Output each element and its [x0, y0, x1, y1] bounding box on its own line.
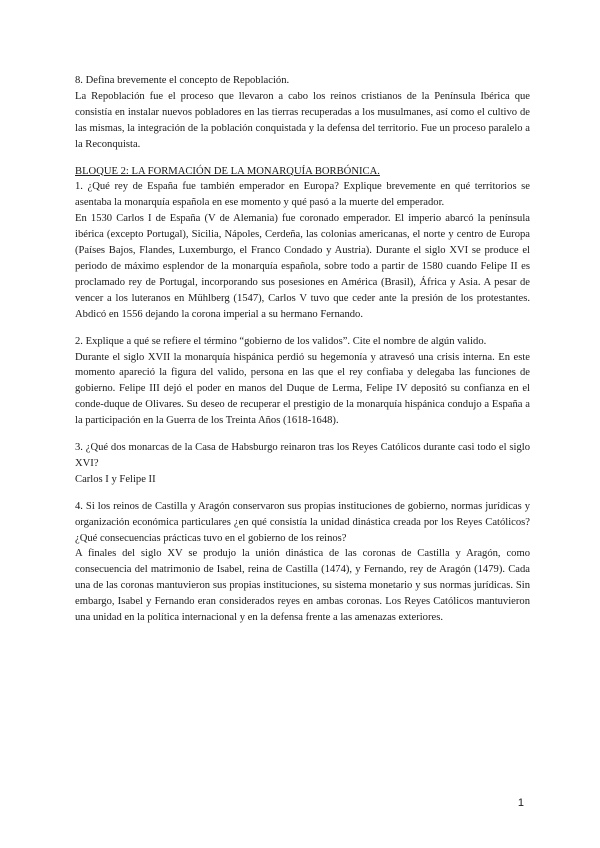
page-number: 1: [517, 797, 524, 809]
q4-question: 4. Si los reinos de Castilla y Aragón conservaron sus propias instituciones de gobierno, normas jurídicas y organización económica particulares ¿en qué consistía la unidad dinástica creada por los Reyes Católicos? ¿Qué consecuencias prácticas tuvo en el gobierno de los reinos?: [75, 500, 530, 544]
q8-answer: La Repoblación fue el proceso que llevaron a cabo los reinos cristianos de la Península Ibérica que consistía en instalar nuevos pobladores en las tierras recuperadas a los musulmanes, así como el cultivo de las mismas, la integración de la población conquistada y la defensa del territorio. Fue un proceso paralelo a la Reconquista.: [75, 90, 530, 150]
q3-question: 3. ¿Qué dos monarcas de la Casa de Habsburgo reinaron tras los Reyes Católicos durante casi todo el siglo XVI?: [75, 442, 530, 469]
bloque2-heading: BLOQUE 2: LA FORMACIÓN DE LA MONARQUÍA BORBÓNICA.: [75, 165, 380, 177]
page-content: [75, 73, 530, 626]
q1-question: 1. ¿Qué rey de España fue también emperador en Europa? Explique brevemente en qué territorios se asentaba la monarquía española en ese momento y qué pasó a la muerte del emperador.: [75, 181, 530, 209]
q8-question: 8. Defina brevemente el concepto de Repoblación.: [75, 75, 290, 86]
q4-answer: A finales del siglo XV se produjo la unión dinástica de las coronas de Castilla y Aragón, como consecuencia del matrimonio de Isabel, reina de Castilla (1474), y Fernando, rey de Aragón (1479). Cada una de las coronas mantuvieron sus propias instituciones, su sistema monetario y sus normas jurídicas. Sin embargo, Isabel y Fernando eran considerados reyes en ambas coronas. Los Reyes Católicos mantuvieron una unidad en la política internacional y en la defensa frente a las amenazas exteriores.: [75, 548, 530, 624]
q2-question: 2. Explique a qué se refiere el término “gobierno de los validos”. Cite el nombre de algún valido.: [75, 335, 487, 347]
q3-answer: Carlos I y Felipe II: [75, 473, 156, 485]
q2-answer: Durante el siglo XVII la monarquía hispánica perdió su hegemonía y atravesó una crisis interna. En este momento apareció la figura del valido, persona en las que el rey confiaba y delegaba las funciones de gobierno. Felipe III dejó el poder en manos del Duque de Lerma, Felipe IV depositó su confianza en el conde-duque de Olivares. Su deseo de recuperar el prestigio de la monarquía hispánica condujo a España a la participación en la Guerra de los Treinta Años (1618-1648).: [75, 351, 530, 427]
q1-answer: En 1530 Carlos I de España (V de Alemania) fue coronado emperador. El imperio abarcó la península ibérica (excepto Portugal), Sicilia, Nápoles, Cerdeña, las colonias americanas, el norte y centro de Europa (Países Bajos, Flandes, Luxemburgo, el Franco Condado y Austria). Durante el siglo XVI se produce el periodo de máximo esplendor de la monarquía española, sobre todo a partir de 1580 cuando Felipe II es proclamado rey de Portugal, incorporando sus posesiones en América (Brasil), África y Asia. A pesar de vencer a los luteranos en Mühlberg (1547), Carlos V tuvo que ceder ante la presión de los protestantes. Abdicó en 1556 dejando la corona imperial a su hermano Fernando.: [75, 213, 530, 320]
